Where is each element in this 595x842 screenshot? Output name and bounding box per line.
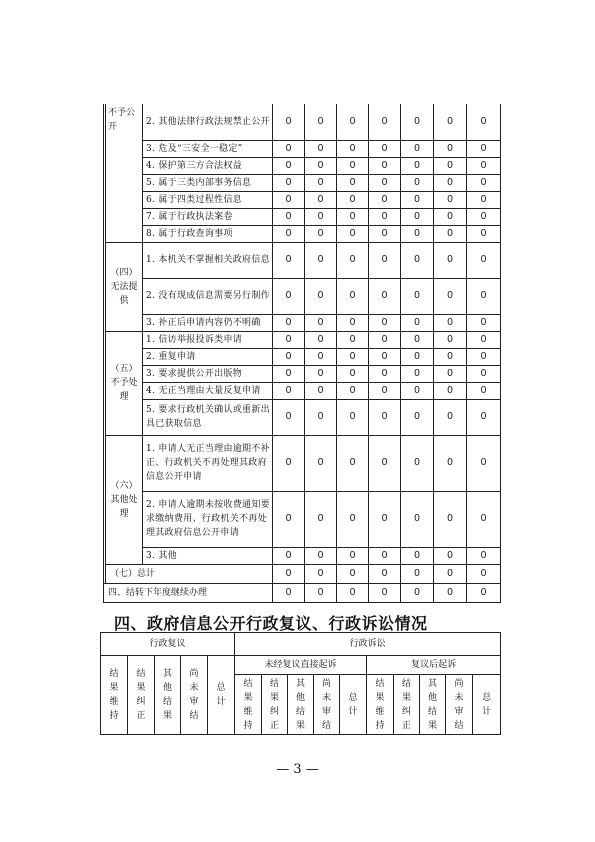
- cell-value: 0: [337, 314, 369, 331]
- carry-over-value: 0: [434, 583, 467, 602]
- cell-value: 0: [467, 104, 501, 140]
- carry-over-value: 0: [273, 583, 305, 602]
- total-value: 0: [434, 564, 467, 583]
- row-label: 1. 本机关不掌握相关政府信息: [143, 242, 273, 278]
- cell-value: 0: [401, 208, 434, 225]
- cell-value: 0: [434, 331, 467, 348]
- after-review-column-label: 总计: [482, 692, 492, 717]
- cell-value: 0: [305, 225, 337, 242]
- category-label: （五）不予处理: [106, 331, 143, 435]
- row-label: 4. 无正当理由大量反复申请: [143, 382, 273, 399]
- cell-value: 0: [434, 140, 467, 157]
- cell-value: 0: [273, 278, 305, 314]
- direct-suit-header: 未经复议直接起诉: [235, 656, 367, 675]
- cell-value: 0: [273, 382, 305, 399]
- page-number: — 3 —: [276, 762, 319, 777]
- cell-value: 0: [369, 547, 401, 564]
- cell-value: 0: [305, 191, 337, 208]
- review-column-label: 结果维持: [109, 669, 119, 721]
- cell-value: 0: [467, 278, 501, 314]
- cell-value: 0: [337, 174, 369, 191]
- carry-over-value: 0: [369, 583, 401, 602]
- cell-value: 0: [273, 208, 305, 225]
- cell-value: 0: [467, 174, 501, 191]
- cell-value: 0: [467, 208, 501, 225]
- cell-value: 0: [467, 225, 501, 242]
- row-label: 2. 没有现成信息需要另行制作: [143, 278, 273, 314]
- cell-value: 0: [434, 208, 467, 225]
- cell-value: 0: [337, 348, 369, 365]
- after-review-column-label: 尚未审结: [454, 678, 464, 731]
- cell-value: 0: [401, 157, 434, 174]
- cell-value: 0: [401, 547, 434, 564]
- total-value: 0: [305, 564, 337, 583]
- cell-value: 0: [434, 314, 467, 331]
- row-label: 5. 要求行政机关确认或重新出具已获取信息: [143, 399, 273, 435]
- cell-value: 0: [305, 314, 337, 331]
- carry-over-value: 0: [401, 583, 434, 602]
- cell-value: 0: [273, 225, 305, 242]
- cell-value: 0: [434, 191, 467, 208]
- cell-value: 0: [305, 104, 337, 140]
- cell-value: 0: [337, 331, 369, 348]
- cell-value: 0: [305, 331, 337, 348]
- cell-value: 0: [369, 331, 401, 348]
- review-header: 行政复议: [101, 633, 235, 656]
- cell-value: 0: [305, 157, 337, 174]
- total-value: 0: [401, 564, 434, 583]
- cell-value: 0: [305, 382, 337, 399]
- cell-value: 0: [305, 208, 337, 225]
- cell-value: 0: [369, 242, 401, 278]
- cell-value: 0: [305, 399, 337, 435]
- cell-value: 0: [305, 547, 337, 564]
- cell-value: 0: [369, 191, 401, 208]
- row-label: 3. 其他: [143, 547, 273, 564]
- cell-value: 0: [369, 314, 401, 331]
- cell-value: 0: [434, 365, 467, 382]
- cell-value: 0: [467, 491, 501, 547]
- cell-value: 0: [369, 435, 401, 491]
- litigation-header: 行政诉讼: [235, 633, 501, 656]
- total-value: 0: [337, 564, 369, 583]
- cell-value: 0: [369, 278, 401, 314]
- cell-value: 0: [337, 191, 369, 208]
- row-label: 7. 属于行政执法案卷: [143, 208, 273, 225]
- review-column-label: 尚未审结: [189, 669, 199, 721]
- cell-value: 0: [337, 278, 369, 314]
- cell-value: 0: [434, 242, 467, 278]
- after-review-header: 复议后起诉: [367, 656, 501, 675]
- cell-value: 0: [401, 191, 434, 208]
- direct-suit-column-label: 尚未审结: [322, 678, 332, 731]
- carry-over-label: 四、结转下年度继续办理: [104, 583, 273, 602]
- cell-value: 0: [369, 491, 401, 547]
- cell-value: 0: [337, 208, 369, 225]
- cell-value: 0: [305, 365, 337, 382]
- cell-value: 0: [273, 191, 305, 208]
- cell-value: 0: [467, 435, 501, 491]
- row-label: 2. 申请人逾期未按收费通知要求缴纳费用、行政机关不再处理其政府信息公开申请: [143, 491, 273, 547]
- cell-value: 0: [305, 435, 337, 491]
- cell-value: 0: [337, 491, 369, 547]
- cell-value: 0: [273, 242, 305, 278]
- cell-value: 0: [305, 348, 337, 365]
- total-value: 0: [273, 564, 305, 583]
- cell-value: 0: [337, 547, 369, 564]
- cell-value: 0: [305, 174, 337, 191]
- cell-value: 0: [369, 140, 401, 157]
- row-label: 1. 申请人无正当理由逾期不补正、行政机关不再处理其政府信息公开申请: [143, 435, 273, 491]
- cell-value: 0: [401, 314, 434, 331]
- cell-value: 0: [467, 365, 501, 382]
- cell-value: 0: [434, 491, 467, 547]
- section-title: 四、政府信息公开行政复议、行政诉讼情况: [114, 614, 428, 633]
- total-label: （七）总计: [106, 564, 273, 583]
- review-column-label: 结果纠正: [136, 669, 146, 721]
- review-column-label: 总计: [216, 683, 226, 707]
- cell-value: 0: [273, 435, 305, 491]
- cell-value: 0: [273, 547, 305, 564]
- cell-value: 0: [401, 140, 434, 157]
- cell-value: 0: [369, 382, 401, 399]
- category-label: 不予公开: [106, 104, 143, 242]
- disposition-table: [103, 104, 501, 603]
- cell-value: 0: [305, 278, 337, 314]
- cell-value: 0: [434, 278, 467, 314]
- cell-value: 0: [273, 174, 305, 191]
- after-review-column-label: 结果维持: [375, 678, 385, 731]
- direct-suit-column-label: 其他结果: [296, 678, 306, 731]
- cell-value: 0: [369, 157, 401, 174]
- row-label: 2. 重复申请: [143, 348, 273, 365]
- cell-value: 0: [401, 399, 434, 435]
- cell-value: 0: [305, 242, 337, 278]
- total-value: 0: [369, 564, 401, 583]
- cell-value: 0: [401, 242, 434, 278]
- row-label: 2. 其他法律行政法规禁止公开: [143, 104, 273, 140]
- cell-value: 0: [273, 331, 305, 348]
- cell-value: 0: [401, 278, 434, 314]
- row-label: 6. 属于四类过程性信息: [143, 191, 273, 208]
- cell-value: 0: [337, 435, 369, 491]
- cell-value: 0: [401, 104, 434, 140]
- cell-value: 0: [369, 225, 401, 242]
- cell-value: 0: [337, 225, 369, 242]
- cell-value: 0: [369, 104, 401, 140]
- after-review-column-label: 其他结果: [428, 678, 438, 731]
- cell-value: 0: [401, 382, 434, 399]
- cell-value: 0: [337, 157, 369, 174]
- cell-value: 0: [467, 157, 501, 174]
- cell-value: 0: [337, 382, 369, 399]
- cell-value: 0: [401, 435, 434, 491]
- cell-value: 0: [369, 399, 401, 435]
- cell-value: 0: [434, 399, 467, 435]
- cell-value: 0: [467, 547, 501, 564]
- review-column-label: 其他结果: [162, 669, 172, 721]
- cell-value: 0: [369, 208, 401, 225]
- direct-suit-column-label: 结果维持: [243, 678, 253, 731]
- cell-value: 0: [434, 225, 467, 242]
- cell-value: 0: [401, 491, 434, 547]
- cell-value: 0: [467, 348, 501, 365]
- cell-value: 0: [401, 348, 434, 365]
- cell-value: 0: [401, 365, 434, 382]
- cell-value: 0: [434, 104, 467, 140]
- cell-value: 0: [467, 140, 501, 157]
- cell-value: 0: [369, 348, 401, 365]
- row-label: 1. 信访举报投诉类申请: [143, 331, 273, 348]
- total-value: 0: [467, 564, 501, 583]
- cell-value: 0: [434, 435, 467, 491]
- cell-value: 0: [467, 382, 501, 399]
- cell-value: 0: [434, 547, 467, 564]
- row-label: 3. 危及“三安全一稳定”: [143, 140, 273, 157]
- cell-value: 0: [337, 140, 369, 157]
- cell-value: 0: [434, 382, 467, 399]
- cell-value: 0: [273, 491, 305, 547]
- row-label: 4. 保护第三方合法权益: [143, 157, 273, 174]
- cell-value: 0: [337, 242, 369, 278]
- cell-value: 0: [305, 491, 337, 547]
- carry-over-value: 0: [305, 583, 337, 602]
- row-label: 8. 属于行政查询事项: [143, 225, 273, 242]
- cell-value: 0: [273, 399, 305, 435]
- cell-value: 0: [467, 399, 501, 435]
- cell-value: 0: [273, 314, 305, 331]
- cell-value: 0: [273, 104, 305, 140]
- category-label: （四）无法提供: [106, 242, 143, 331]
- cell-value: 0: [369, 174, 401, 191]
- after-review-column-label: 结果纠正: [402, 678, 412, 731]
- row-label: 3. 要求提供公开出版物: [143, 365, 273, 382]
- carry-over-value: 0: [467, 583, 501, 602]
- row-label: 3. 补正后申请内容仍不明确: [143, 314, 273, 331]
- cell-value: 0: [467, 331, 501, 348]
- cell-value: 0: [273, 365, 305, 382]
- review-litigation-table: [100, 632, 501, 735]
- cell-value: 0: [305, 140, 337, 157]
- cell-value: 0: [337, 365, 369, 382]
- cell-value: 0: [467, 314, 501, 331]
- cell-value: 0: [401, 225, 434, 242]
- row-label: 5. 属于三类内部事务信息: [143, 174, 273, 191]
- cell-value: 0: [337, 399, 369, 435]
- cell-value: 0: [273, 157, 305, 174]
- cell-value: 0: [369, 365, 401, 382]
- direct-suit-column-label: 总计: [348, 692, 358, 717]
- cell-value: 0: [434, 348, 467, 365]
- cell-value: 0: [273, 348, 305, 365]
- cell-value: 0: [434, 157, 467, 174]
- category-label: （六）其他处理: [106, 435, 143, 564]
- cell-value: 0: [401, 174, 434, 191]
- carry-over-value: 0: [337, 583, 369, 602]
- direct-suit-column-label: 结果纠正: [270, 678, 280, 731]
- cell-value: 0: [273, 140, 305, 157]
- cell-value: 0: [467, 191, 501, 208]
- cell-value: 0: [434, 174, 467, 191]
- cell-value: 0: [467, 242, 501, 278]
- cell-value: 0: [401, 331, 434, 348]
- cell-value: 0: [337, 104, 369, 140]
